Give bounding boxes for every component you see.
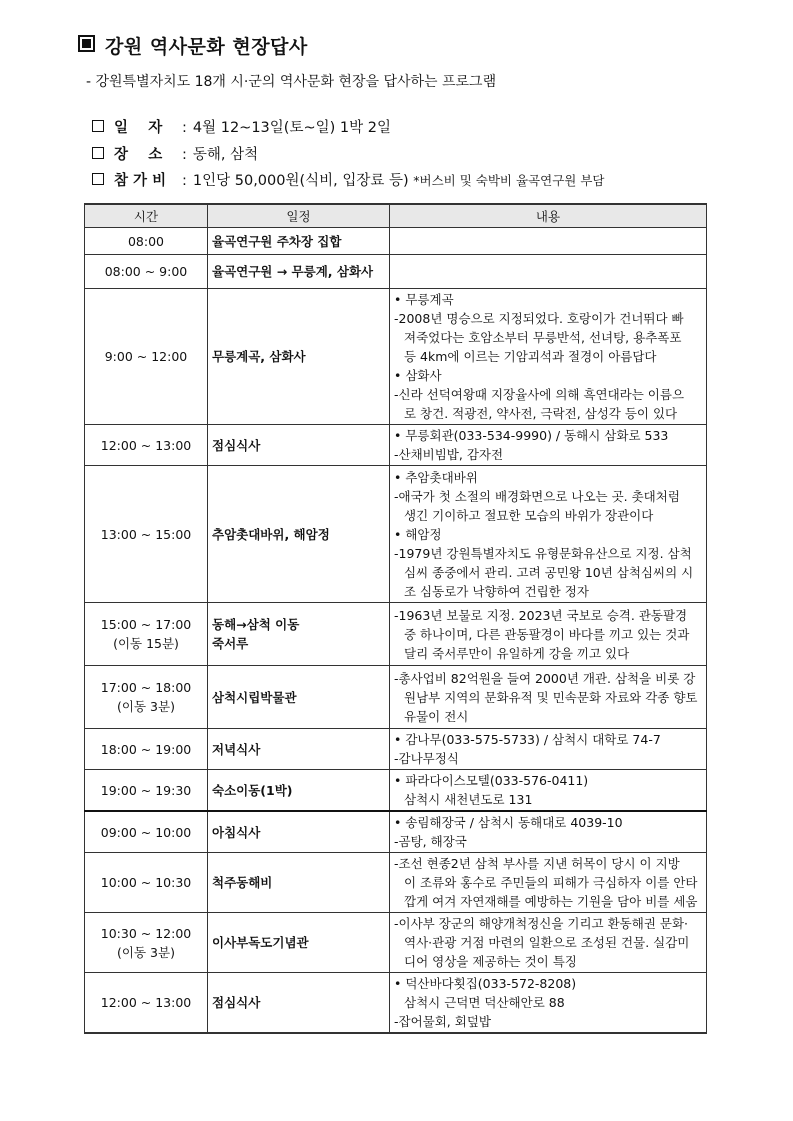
table-row: [85, 811, 707, 853]
page-title: [78, 32, 308, 59]
content-cell-line: 원남부 지역의 문화유적 및 민속문화 자료와 각종 향토: [404, 689, 698, 705]
time-cell-line: 15:00 ~ 17:00: [100, 617, 192, 632]
time-cell: [85, 228, 208, 255]
time-cell-line: 12:00 ~ 13:00: [100, 437, 192, 453]
time-cell: [85, 425, 208, 466]
schedule-cell-line: 율곡연구원 → 무릉계, 삼화사: [212, 264, 374, 279]
schedule-cell-line: 점심식사: [212, 995, 261, 1010]
content-cell: [390, 289, 707, 425]
filled-square-icon: [78, 35, 95, 52]
time-cell-line: 12:00 ~ 13:00: [100, 995, 192, 1010]
content-cell-line: 유물이 전시: [404, 708, 469, 724]
header-time: 시간: [85, 204, 208, 228]
time-cell-line: 10:30 ~ 12:00: [100, 925, 192, 941]
schedule-cell: [208, 729, 390, 770]
schedule-cell-line: 무릉계곡, 삼화사: [212, 349, 306, 364]
content-cell-line: • 해암정: [394, 526, 442, 542]
content-cell-line: -1979년 강원특별자치도 유형문화유산으로 지정. 삼척: [394, 545, 692, 561]
content-cell: [390, 666, 707, 729]
content-cell-line: -이사부 장군의 해양개척정신을 기리고 환동해권 문화·: [394, 916, 689, 931]
schedule-cell-line: 죽서루: [212, 636, 249, 651]
time-cell-line: 08:00: [127, 233, 165, 249]
content-cell: [390, 255, 707, 289]
table-row: [85, 666, 707, 729]
content-cell-line: -신라 선덕여왕때 지장율사에 의해 흑연대라는 이름으: [394, 387, 685, 402]
schedule-cell: [208, 770, 390, 812]
content-cell: [390, 770, 707, 812]
subtitle: - 강원특별자치도 18개 시·군의 역사문화 현장을 답사하는 프로그램: [86, 74, 497, 90]
content-cell-line: 이 조류와 홍수로 주민들의 피해가 극심하자 이를 안타: [404, 875, 698, 890]
content-cell-line: 로 창건. 적광전, 약사전, 극락전, 삼성각 등이 있다: [404, 406, 678, 421]
content-cell: [390, 425, 707, 466]
time-cell-line: (이동 3분): [117, 699, 175, 714]
table-row: [85, 603, 707, 666]
time-cell-line: 10:00 ~ 10:30: [100, 875, 192, 890]
content-cell: [390, 811, 707, 853]
time-cell: [85, 729, 208, 770]
schedule-cell: [208, 811, 390, 853]
table-row: [85, 770, 707, 812]
schedule-cell: [208, 289, 390, 425]
table-row: [85, 289, 707, 425]
content-cell-line: 져죽었다는 호암소부터 무릉반석, 선녀탕, 용추폭포: [404, 330, 682, 345]
schedule-cell: [208, 666, 390, 729]
schedule-cell-line: 아침식사: [212, 824, 261, 840]
content-cell: [390, 466, 707, 603]
time-cell: [85, 466, 208, 603]
info-label: 일 자: [114, 120, 163, 136]
schedule-cell: [208, 603, 390, 666]
info-value: 1인당 50,000원(식비, 입장료 등): [192, 173, 409, 189]
schedule-cell-line: 추암촛대바위, 해암정: [212, 526, 330, 542]
info-value: 동해, 삼척: [192, 147, 259, 163]
schedule-table: [84, 203, 707, 1034]
content-cell-line: 깝게 여겨 자연재해를 예방하는 기원을 담아 비를 세움: [404, 894, 698, 909]
time-cell-line: 9:00 ~ 12:00: [104, 349, 188, 364]
title-text: 강원 역사문화 현장답사: [105, 36, 308, 58]
content-cell-line: -산채비빔밥, 감자전: [394, 447, 504, 462]
content-cell-line: 삼척시 근덕면 덕산해안로 88: [404, 995, 565, 1010]
schedule-cell: [208, 853, 390, 913]
schedule-cell-line: 점심식사: [212, 437, 261, 453]
schedule-cell-line: 율곡연구원 주차장 집합: [212, 233, 342, 249]
header-schedule: 일정: [208, 204, 390, 228]
content-cell-line: -감나무정식: [394, 751, 459, 766]
time-cell-line: 09:00 ~ 10:00: [100, 824, 192, 840]
content-cell: [390, 913, 707, 973]
content-cell-line: -조선 현종2년 삼척 부사를 지낸 허목이 당시 이 지방: [394, 856, 680, 871]
content-cell-line: • 파라다이스모텔(033-576-0411): [394, 773, 589, 788]
schedule-cell-line: 동해→삼척 이동: [212, 617, 300, 632]
schedule-cell-line: 이사부독도기념관: [212, 935, 309, 950]
table-row: [85, 255, 707, 289]
info-row-date: 일 자 : 4월 12~13일(토~일) 1박 2일: [92, 116, 391, 137]
content-cell-line: • 감나무(033-575-5733) / 삼척시 대학로 74-7: [394, 732, 661, 747]
time-cell-line: 19:00 ~ 19:30: [100, 782, 192, 798]
time-cell-line: 13:00 ~ 15:00: [100, 526, 192, 542]
table-row: [85, 425, 707, 466]
content-cell: [390, 228, 707, 255]
content-cell-line: • 삼화사: [394, 368, 442, 383]
time-cell: [85, 973, 208, 1034]
schedule-cell: [208, 466, 390, 603]
table-row: [85, 913, 707, 973]
content-cell-line: -2008년 명승으로 지정되었다. 호랑이가 건너뛰다 빠: [394, 311, 684, 326]
content-cell: [390, 603, 707, 666]
table-row: [85, 228, 707, 255]
time-cell: [85, 853, 208, 913]
content-cell-line: -곰탕, 해장국: [394, 834, 467, 849]
content-cell-line: • 송림해장국 / 삼척시 동해대로 4039-10: [394, 815, 623, 830]
content-cell-line: • 추암촛대바위: [394, 469, 478, 485]
table-header-row: [85, 204, 707, 228]
time-cell: [85, 666, 208, 729]
table-row: [85, 973, 707, 1034]
schedule-cell: [208, 228, 390, 255]
schedule-cell: [208, 973, 390, 1034]
table-row: [85, 466, 707, 603]
table-row: [85, 853, 707, 913]
info-row-fee: 참 가 비 : 1인당 50,000원(식비, 입장료 등) *버스비 및 숙박비 율곡연구원 부담: [92, 169, 604, 190]
content-cell-line: 디어 영상을 제공하는 것이 특징: [404, 954, 577, 969]
info-label: 장 소: [114, 147, 163, 163]
info-label: 참 가 비: [114, 173, 167, 189]
content-cell-line: 생긴 기이하고 절묘한 모습의 바위가 장관이다: [404, 507, 654, 523]
info-value: 4월 12~13일(토~일) 1박 2일: [192, 120, 391, 136]
content-cell: [390, 973, 707, 1034]
time-cell: [85, 770, 208, 812]
time-cell: [85, 289, 208, 425]
content-cell-line: 등 4km에 이르는 기암괴석과 절경이 아름답다: [404, 349, 657, 364]
schedule-cell-line: 저녁식사: [212, 741, 261, 757]
content-cell-line: 삼척시 새천년도로 131: [404, 792, 533, 807]
content-cell-line: • 무릉회관(033-534-9990) / 동해시 삼화로 533: [394, 428, 669, 443]
header-content: 내용: [390, 204, 707, 228]
schedule-cell: [208, 255, 390, 289]
time-cell: [85, 603, 208, 666]
content-cell-line: 심씨 종중에서 관리. 고려 공민왕 10년 삼척심씨의 시: [404, 564, 694, 580]
content-cell-line: • 무릉계곡: [394, 292, 454, 307]
time-cell-line: (이동 3분): [117, 944, 175, 960]
content-cell-line: -1963년 보물로 지정. 2023년 국보로 승격. 관동팔경: [394, 607, 688, 623]
content-cell-line: -총사업비 82억원을 들여 2000년 개관. 삼척을 비롯 강: [394, 670, 696, 686]
content-cell-line: 달리 죽서루만이 유일하게 강을 끼고 있다: [404, 645, 630, 661]
content-cell: [390, 853, 707, 913]
info-row-place: 장 소 : 동해, 삼척: [92, 143, 258, 164]
schedule-cell: [208, 425, 390, 466]
time-cell-line: 17:00 ~ 18:00: [100, 680, 192, 695]
checkbox-icon: [92, 120, 104, 132]
schedule-cell-line: 숙소이동(1박): [212, 782, 293, 798]
time-cell: [85, 255, 208, 289]
time-cell: [85, 913, 208, 973]
schedule-cell-line: 삼척시립박물관: [212, 689, 297, 705]
content-cell-line: 중 하나이며, 다른 관동팔경이 바다를 끼고 있는 것과: [404, 626, 690, 642]
time-cell-line: 18:00 ~ 19:00: [100, 741, 192, 757]
content-cell-line: • 덕산바다횟집(033-572-8208): [394, 976, 577, 991]
content-cell-line: -잡어물회, 회덮밥: [394, 1014, 491, 1029]
schedule-cell-line: 척주동해비: [212, 875, 273, 890]
table-row: [85, 729, 707, 770]
content-cell-line: 조 심동로가 낙향하여 건립한 정자: [404, 583, 589, 599]
content-cell-line: 역사·관광 거점 마련의 일환으로 조성된 건물. 실감미: [404, 935, 690, 950]
content-cell: [390, 729, 707, 770]
schedule-cell: [208, 913, 390, 973]
info-note: *버스비 및 숙박비 율곡연구원 부담: [413, 173, 605, 188]
content-cell-line: -애국가 첫 소절의 배경화면으로 나오는 곳. 촛대처럼: [394, 488, 680, 504]
checkbox-icon: [92, 173, 104, 185]
checkbox-icon: [92, 147, 104, 159]
time-cell-line: 08:00 ~ 9:00: [104, 264, 188, 279]
time-cell-line: (이동 15분): [113, 636, 179, 651]
time-cell: [85, 811, 208, 853]
